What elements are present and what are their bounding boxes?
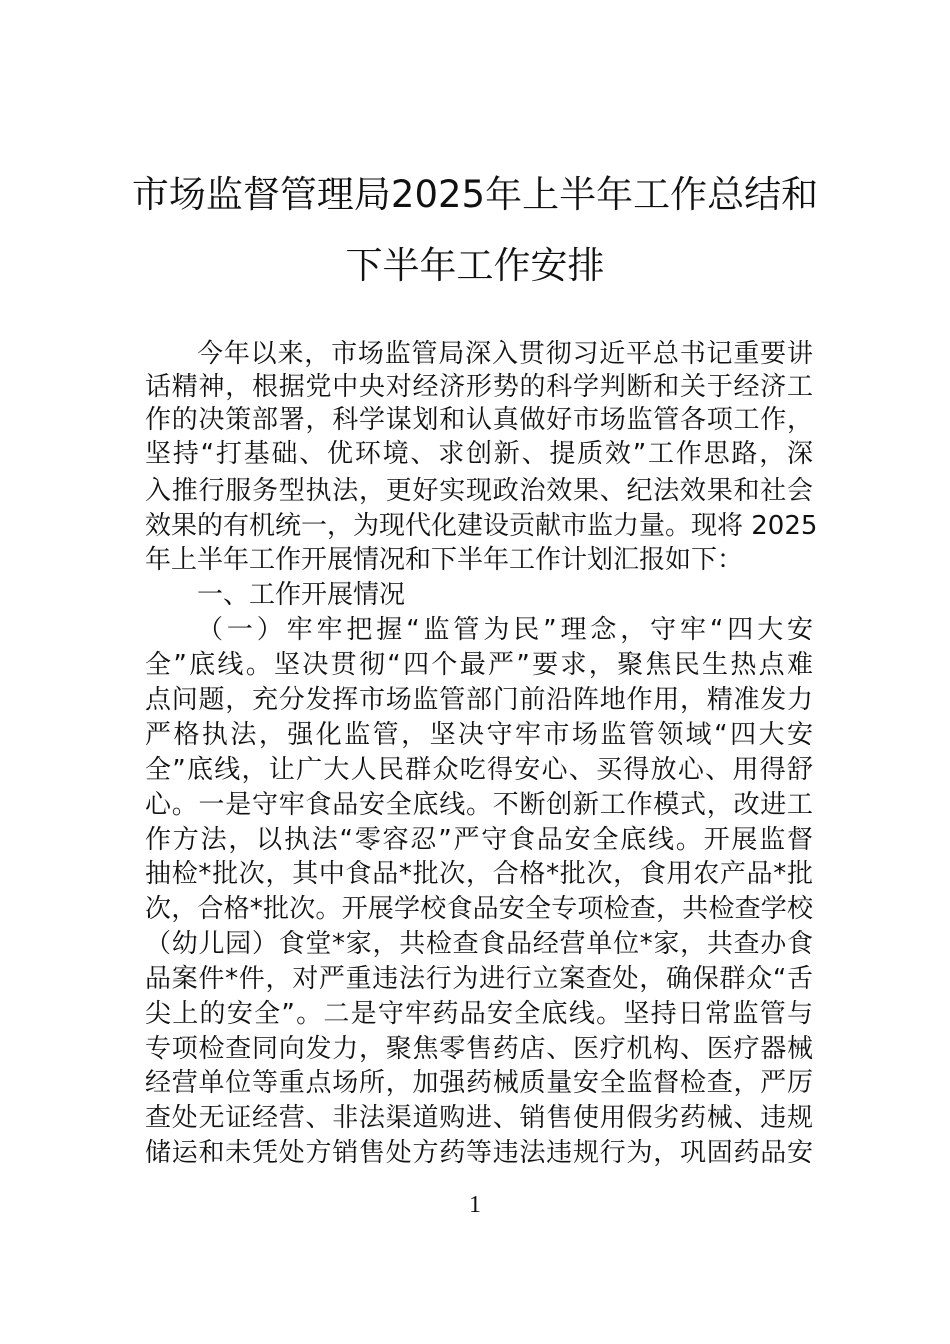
paragraph-line: 严格执法，强化监管，坚决守牢市场监管领域“四大安 xyxy=(145,720,813,750)
paragraph-line: 尖上的安全”。二是守牢药品安全底线。坚持日常监管与 xyxy=(145,999,813,1029)
section-heading: 一、工作开展情况 xyxy=(197,580,406,610)
paragraph-line: 今年以来，市场监管局深入贯彻习近平总书记重要讲 xyxy=(197,339,813,369)
document-title-line-1: 市场监督管理局2025年上半年工作总结和 xyxy=(131,173,819,216)
paragraph-line: 专项检查同向发力，聚焦零售药店、医疗机构、医疗器械 xyxy=(145,1034,813,1064)
paragraph-line: 点问题，充分发挥市场监管部门前沿阵地作用，精准发力 xyxy=(145,685,813,715)
paragraph-line: 品案件*件，对严重违法行为进行立案查处，确保群众“舌 xyxy=(145,964,813,994)
paragraph-line: 全”底线。坚决贯彻“四个最严”要求，聚焦民生热点难 xyxy=(145,650,813,680)
paragraph-line: 经营单位等重点场所，加强药械质量安全监督检查，严厉 xyxy=(145,1068,813,1098)
page-number: 1 xyxy=(469,1192,481,1218)
paragraph-line: 作方法，以执法“零容忍”严守食品安全底线。开展监督 xyxy=(145,825,813,855)
paragraph-line: 抽检*批次，其中食品*批次，合格*批次，食用农产品*批 xyxy=(145,859,813,889)
paragraph-line: 入推行服务型执法，更好实现政治效果、纪法效果和社会 xyxy=(145,476,813,506)
paragraph-line: 储运和未凭处方销售处方药等违法违规行为，巩固药品安 xyxy=(145,1138,813,1168)
paragraph-line: 作的决策部署，科学谋划和认真做好市场监管各项工作， xyxy=(145,405,813,435)
paragraph-line: 话精神，根据党中央对经济形势的科学判断和关于经济工 xyxy=(145,372,813,402)
paragraph-line: 次，合格*批次。开展学校食品安全专项检查，共检查学校 xyxy=(145,894,813,924)
paragraph-line: 坚持“打基础、优环境、求创新、提质效”工作思路，深 xyxy=(145,439,813,469)
document-title-line-2: 下半年工作安排 xyxy=(345,244,605,287)
paragraph-line: （一）牢牢把握“监管为民”理念，守牢“四大安 xyxy=(197,615,813,645)
paragraph-line: 全”底线，让广大人民群众吃得安心、买得放心、用得舒 xyxy=(145,755,813,785)
paragraph-line: 年上半年工作开展情况和下半年工作计划汇报如下： xyxy=(145,545,744,575)
paragraph-line: 效果的有机统一，为现代化建设贡献市监力量。现将 2025 xyxy=(145,511,818,541)
paragraph-line: 查处无证经营、非法渠道购进、销售使用假劣药械、违规 xyxy=(145,1103,813,1133)
paragraph-line: （幼儿园）食堂*家，共检查食品经营单位*家，共查办食 xyxy=(145,929,813,959)
paragraph-line: 心。一是守牢食品安全底线。不断创新工作模式，改进工 xyxy=(145,790,813,820)
